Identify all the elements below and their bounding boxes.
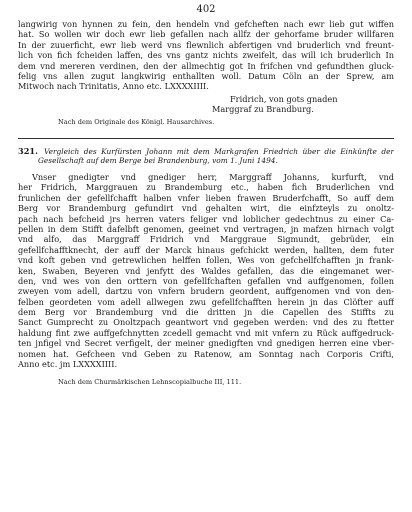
text-line: pellen in dem Stifft dafelbft genomen, geeinet vnd vertragen, jn mafzen hirnach volgt [18,223,394,234]
signature-block [212,94,392,115]
text-line: lich von fich fcheiden laffen, des vns gantz nichts zweifelt, das will ich bruderlich In [18,50,394,61]
section-number: 321. [18,146,38,156]
text-line: ken, Swaben, Beyeren vnd jenfytt des Waldes gefallen, das die eingemanet wer- [18,265,394,276]
heading-line [18,146,394,156]
text-line: felig vns allen zugut langkwirig enthallten woll. Datum Cöln an der Sprew, am [18,70,394,81]
text-line: frunlichen der gefellfchafft halben vnfer lieben frawen Bruderfchafft, So auff dem [18,192,394,203]
text-line: dem vnd mereren verdinen, den der allmechtig got In frifchen vnd gefundthen gluck- [18,60,394,71]
text-line: felben geordeten vom adell allwegen zwu gefellfchafften herein jn das Clöfter auff [18,296,394,307]
page-number: 402 [196,4,216,15]
text-line: haldung fint zwe auffgefchnytten zcedell gemacht vnd mit vnfern zu Rück auffgedruck- [18,327,394,338]
text-line: vnd alfo, das Marggraff Fridrich vnd Marggraue Sigmundt, gebrüder, ein [18,234,394,245]
text-line: ten jnfigel vnd Secret verfigelt, der meiner gnedigften vnd gnedigen herren eine vber- [18,338,394,349]
text-line: Vnser gnedigter vnd gnediger herr, Marggraff Johanns, kurfurft, vnd [32,172,394,182]
section-heading [18,146,394,166]
text-line: Anno etc. jm LXXXXIIII. [18,359,118,370]
heading-text: Vergleich des Kurfürsten Johann mit dem Markgrafen Friedrich über die Einkünfte der [43,147,394,156]
body-paragraph [18,172,394,369]
text-line: nomen hat. Gefcheen vnd Geben zu Ratenow, am Sonntag nach Corporis Crifti, [18,348,394,359]
signature-line: Fridrich, von gots gnaden [230,94,338,104]
text-line: hat. So wollen wir doch ewr lieb gefallen nach allfz der gehorfame bruder willfaren [18,29,394,40]
text-line: Berg vor Brandemburg gefundirt vnd gehalten wirt, die einfzteyls zu onoltz- [18,203,394,214]
source-note: Nach dem Originale des Königl. Hausarchives. [58,118,215,126]
text-line: den, vnd wes von den orttern von gefellfchaften gefallen vnd auffgenomen, follen [18,275,394,286]
text-line: langwirig von hynnen zu fein, den hendeln vnd gefcheften nach ewr lieb gut wiffen [18,19,394,29]
text-line: vnd koft geben vnd getrewlichen helffen follen, Wes von gefchellfchafften jn frank- [18,255,394,266]
heading-text: Gesellschaft auf dem Berge bei Brandenburg, vom 1. Juni 1494. [38,156,278,165]
text-line: dem Berg vor Brandemburg vnd die dritten jn die Capellen des Stiffts zu [18,307,394,318]
text-line: gefellfchafftknecht, der auff der Marck hinaus gefchickt werden, hallten, dem futer [18,244,394,255]
text-line: zweyen vom adell, dartzu von vnfern brudern geordent, auffgenomen vnd von den- [18,286,394,297]
text-line: Mitwoch nach Trinitatis, Anno etc. LXXXXIIII. [18,81,209,92]
text-line: Sanct Gumprecht zu Onoltzpach geantwort vnd gegeben werden: vnd des zu ftetter [18,317,394,328]
top-paragraph [18,19,394,92]
source-note: Nach dem Churmärkischen Lehnscopialbuche III, 111. [58,378,242,386]
signature-line: Marggraf zu Brandburg. [212,104,314,115]
text-line: her Fridrich, Marggrauen zu Brandemburg etc., haben fich Bruderlichen vnd [18,182,394,193]
heading-line [18,156,394,166]
text-line: In der zuuerficht, ewr lieb werd vns flewnlich abfertigen vnd bruderlich vnd freunt- [18,39,394,50]
text-line: pach nach befcheid jrs herren vaters feliger vnd loblicher gedechtnus zu einer Ca- [18,213,394,224]
section-divider [18,138,394,139]
